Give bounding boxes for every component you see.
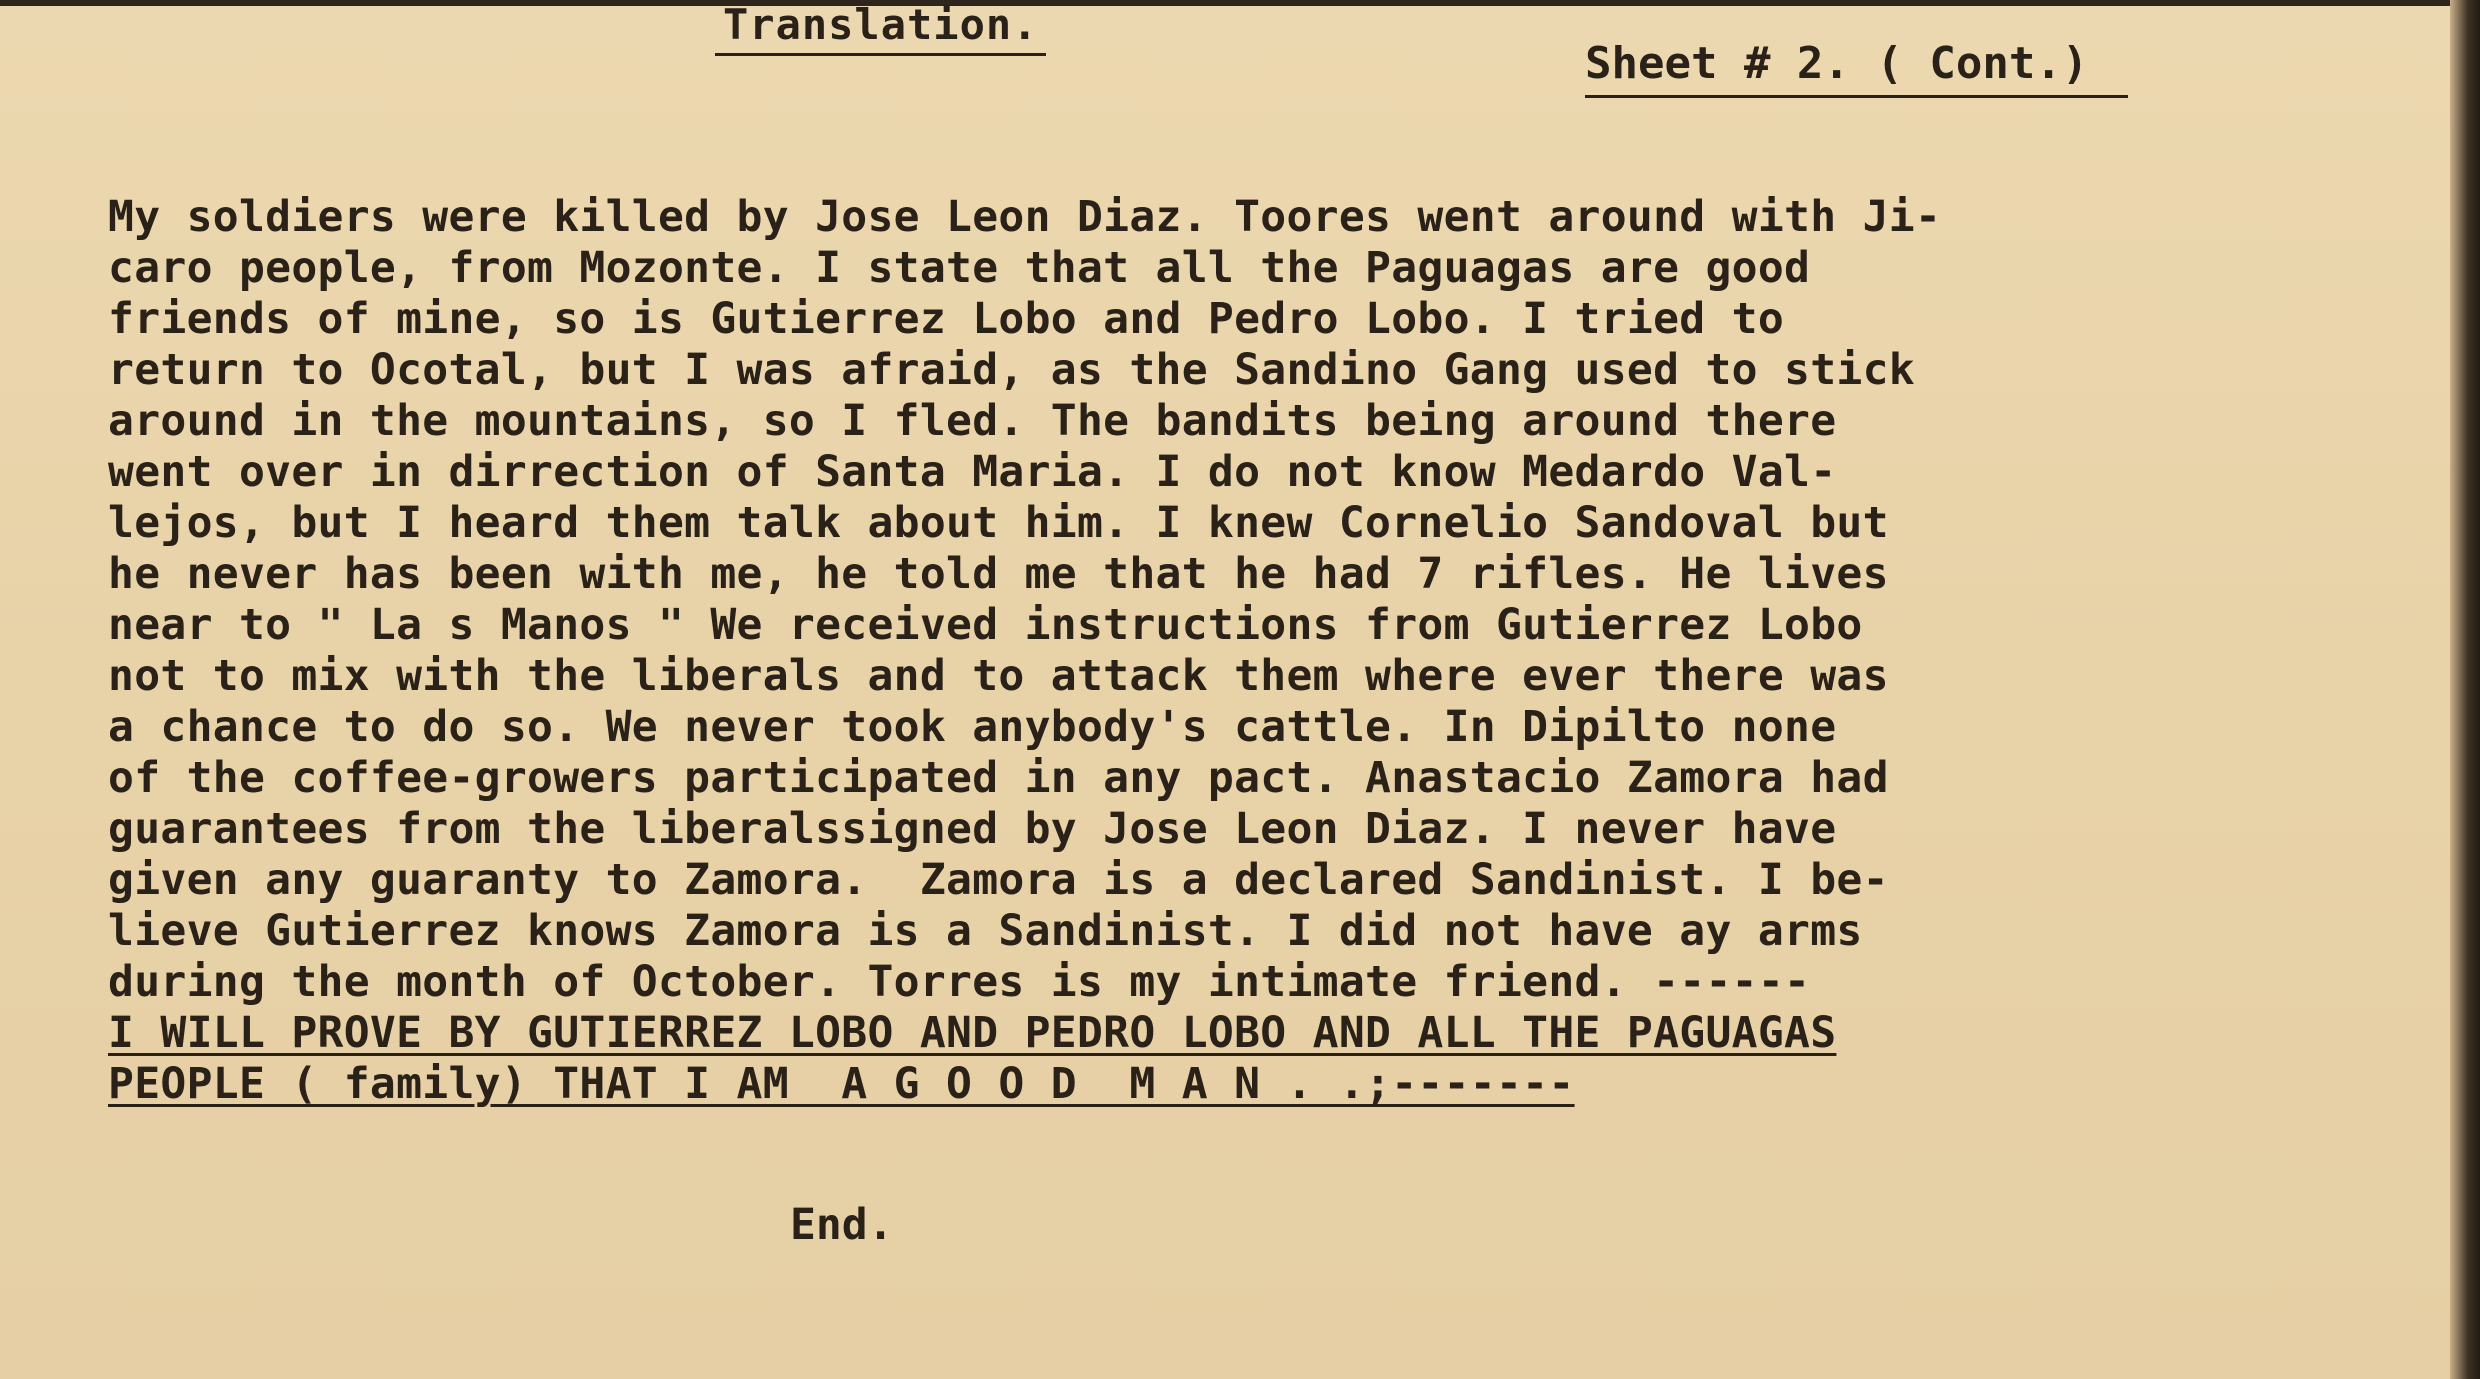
sheet-number: Sheet # 2. ( Cont.) <box>1585 38 2128 98</box>
body-line: of the coffee-growers participated in any pact. Anastacio Zamora had <box>108 753 1889 803</box>
body-line: return to Ocotal, but I was afraid, as the Sandino Gang used to stick <box>108 345 1915 395</box>
page-right-edge <box>2450 0 2480 1379</box>
body-line: caro people, from Mozonte. I state that all the Paguagas are good <box>108 243 1811 293</box>
document-title: Translation. <box>715 0 1046 56</box>
body-line: My soldiers were killed by Jose Leon Diaz. Toores went around with Ji- <box>108 192 1942 242</box>
body-line: during the month of October. Torres is my intimate friend. ------ <box>108 957 1811 1007</box>
body-line: around in the mountains, so I fled. The bandits being around there <box>108 396 1837 446</box>
body-line: lieve Gutierrez knows Zamora is a Sandinist. I did not have ay arms <box>108 906 1863 956</box>
body-line: friends of mine, so is Gutierrez Lobo and Pedro Lobo. I tried to <box>108 294 1785 344</box>
body-line: a chance to do so. We never took anybody's cattle. In Dipilto none <box>108 702 1837 752</box>
body-line: he never has been with me, he told me that he had 7 rifles. He lives <box>108 549 1889 599</box>
closing-statement-line: PEOPLE ( family) THAT I AM A G O O D M A N . .;------- <box>108 1059 1575 1109</box>
body-line: guarantees from the liberalssigned by Jose Leon Diaz. I never have <box>108 804 1837 854</box>
body-line: lejos, but I heard them talk about him. I knew Cornelio Sandoval but <box>108 498 1889 548</box>
body-line: went over in dirrection of Santa Maria. I do not know Medardo Val- <box>108 447 1837 497</box>
body-line: near to " La s Manos " We received instructions from Gutierrez Lobo <box>108 600 1863 650</box>
closing-statement-line: I WILL PROVE BY GUTIERREZ LOBO AND PEDRO LOBO AND ALL THE PAGUAGAS <box>108 1008 1837 1058</box>
body-line: given any guaranty to Zamora. Zamora is a declared Sandinist. I be- <box>108 855 1889 905</box>
body-text <box>108 192 2268 1110</box>
body-line: not to mix with the liberals and to attack them where ever there was <box>108 651 1889 701</box>
page-top-edge <box>0 0 2480 6</box>
end-marker: End. <box>790 1200 894 1250</box>
